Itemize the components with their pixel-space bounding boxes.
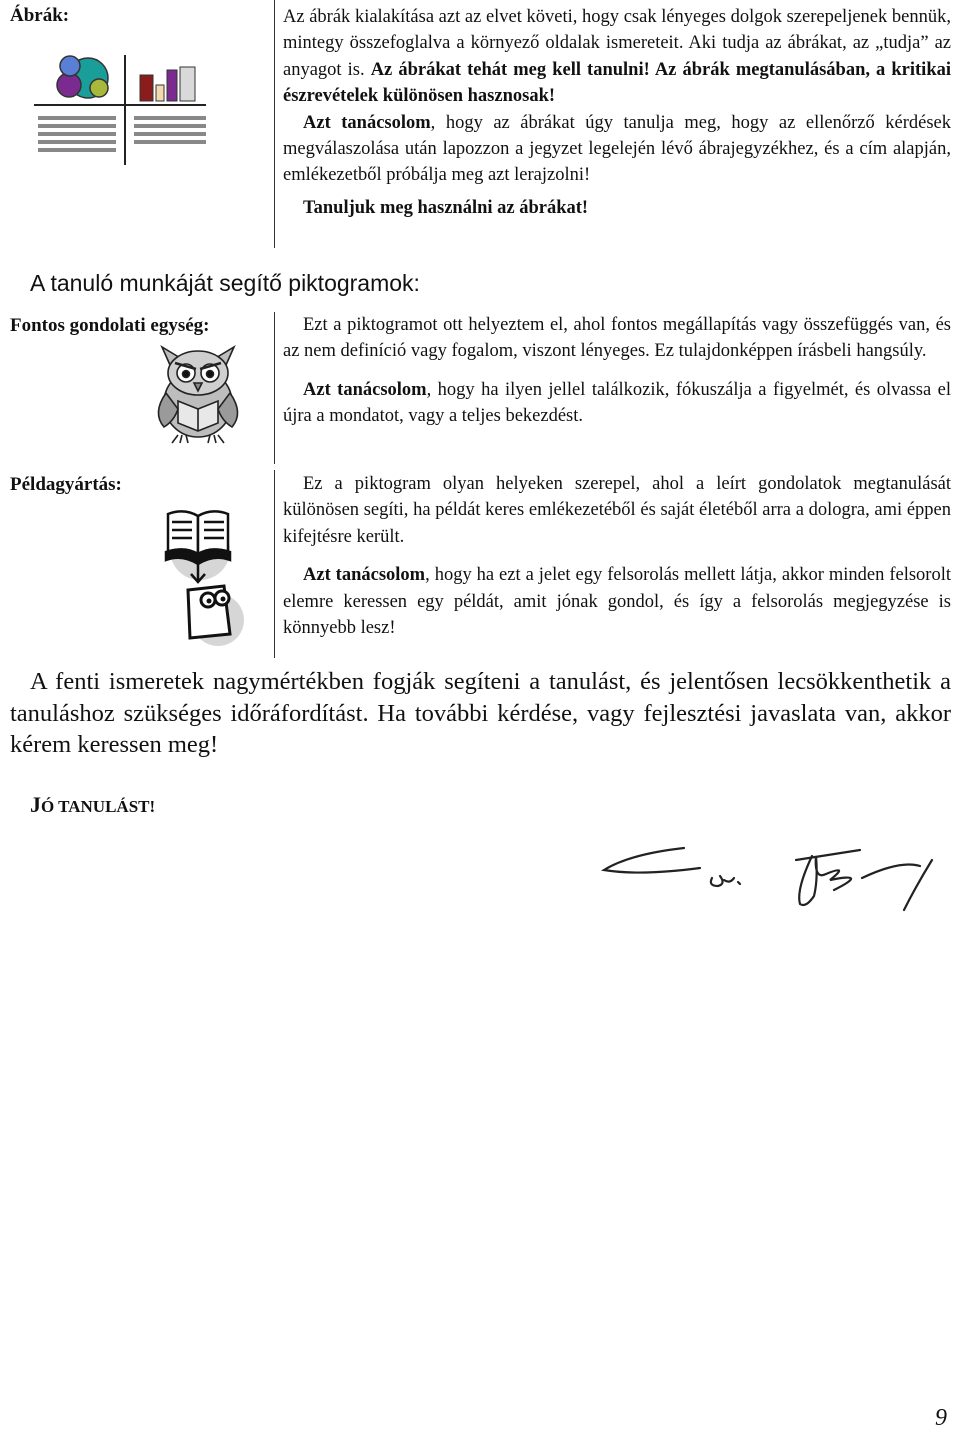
owl-reading-icon (148, 343, 248, 445)
diagram-icon (30, 50, 210, 170)
signoff-initial: J (30, 792, 41, 817)
pictogram-heading: A tanuló munkáját segítő piktogramok: (30, 270, 420, 296)
peldagyartas-text (283, 471, 951, 641)
abrak-label: Ábrák: (10, 5, 70, 26)
divider-peldagyartas (274, 470, 275, 658)
signoff-rest-2: TANULÁST! (54, 797, 156, 816)
closing-paragraph: A fenti ismeretek nagymértékben fogják segíteni a tanulást, és jelentősen lecsökkenthetik a tanuláshoz szükséges időráfordítást. Ha további kérdése, vagy fejlesztési javaslata van, akkor kérem keressen meg! (10, 668, 951, 758)
peldagyartas-paragraph-2: Azt tanácsolom, hogy ha ezt a jelet egy felsorolás mellett látja, akkor minden felsorolt elemre keressen egy példát, amit jónak gondol, és így a felsorolás megjegyzése is könnyebb lesz! (283, 565, 951, 639)
abrak-text (283, 4, 951, 221)
divider-fontos (274, 312, 275, 464)
abrak-paragraph-2: Azt tanácsolom, hogy az ábrákat úgy tanulja meg, hogy az ellenőrző kérdések megválaszolása után lapozzon a jegyzet legelején lévő ábrajegyzékhez, és a cím alapján, emlékezetből próbálja meg azt lerajzolni! (283, 112, 951, 186)
book-example-icon (160, 502, 250, 647)
fontos-paragraph-1: Ezt a piktogramot ott helyeztem el, ahol fontos megállapítás vagy összefüggés van, és az nem definíció vagy fogalom, viszont lényeges. Ez tulajdonképpen írásbeli hangsúly. (283, 315, 951, 362)
page-number: 9 (935, 1405, 947, 1431)
fontos-label: Fontos gondolati egység: (10, 315, 210, 336)
signoff-rest-1: Ó (41, 797, 55, 816)
divider-abrak (274, 0, 275, 248)
peldagyartas-label: Példagyártás: (10, 474, 122, 495)
signature (600, 840, 940, 920)
abrak-paragraph-1: Az ábrák kialakítása azt az elvet követi, hogy csak lényeges dolgok szerepeljenek bennük, mintegy összefoglalva a környező oldalak ismereteit. Aki tudja az ábrákat, az „tudja” az anyagot is. Az ábrákat tehát meg kell tanulni! Az ábrák megtanulásában, a kritikai észrevételek különösen hasznosak! (283, 7, 952, 107)
peldagyartas-paragraph-1: Ez a piktogram olyan helyeken szerepel, ahol a leírt gondolatok megtanulását különösen segíti, ha példát keres emlékezetéből és saját életéből arra a dologra, ami éppen kifejtésre került. (283, 474, 951, 547)
signoff (30, 792, 155, 818)
fontos-text (283, 312, 951, 430)
fontos-paragraph-2: Azt tanácsolom, hogy ha ilyen jellel találkozik, fókuszálja a figyelmét, és olvassa el újra a mondatot, vagy a teljes bekezdést. (283, 379, 951, 427)
abrak-paragraph-3: Tanuljuk meg használni az ábrákat! (303, 197, 589, 218)
